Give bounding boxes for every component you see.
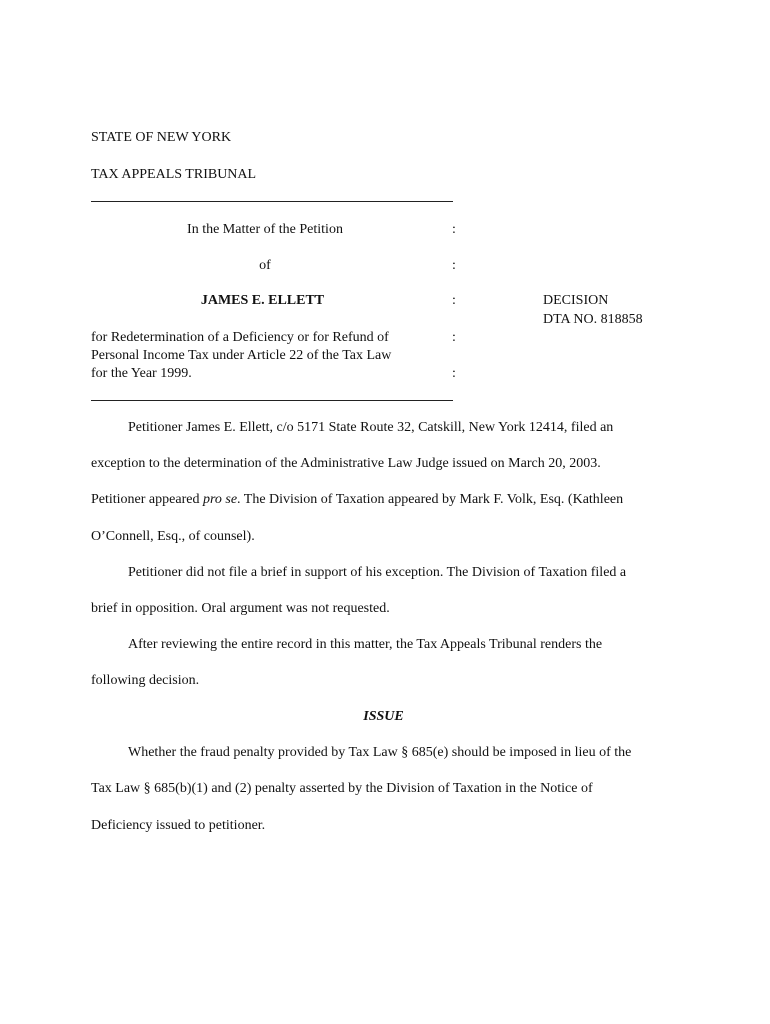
caption-colon: : <box>452 258 456 273</box>
paragraph-line <box>91 492 681 508</box>
paragraph-line: following decision. <box>91 673 200 688</box>
paragraph-line: brief in opposition. Oral argument was not requested. <box>91 601 390 616</box>
paragraph-line: Petitioner did not file a brief in support of his exception. The Division of Taxation filed a <box>128 565 627 580</box>
matter-line: In the Matter of the Petition <box>187 222 343 237</box>
paragraph-line: After reviewing the entire record in this matter, the Tax Appeals Tribunal renders the <box>128 637 603 652</box>
caption-colon: : <box>452 330 456 345</box>
purpose-line-1: for Redetermination of a Deficiency or for Refund of <box>91 330 389 345</box>
paragraph-line: Petitioner James E. Ellett, c/o 5171 State Route 32, Catskill, New York 12414, filed an <box>128 420 614 435</box>
state-heading: STATE OF NEW YORK <box>91 130 232 145</box>
caption-colon: : <box>452 366 456 381</box>
dta-number: DTA NO. 818858 <box>543 312 643 327</box>
paragraph-line: Deficiency issued to petitioner. <box>91 818 266 833</box>
petitioner-name: JAMES E. ELLETT <box>200 293 325 308</box>
caption-bottom-rule <box>91 400 453 401</box>
paragraph-line: Tax Law § 685(b)(1) and (2) penalty asserted by the Division of Taxation in the Notice of <box>91 781 593 796</box>
of-line: of <box>259 258 271 273</box>
paragraph-line: exception to the determination of the Administrative Law Judge issued on March 20, 2003. <box>91 456 601 471</box>
issue-heading: ISSUE <box>363 709 404 724</box>
caption-colon: : <box>452 222 456 237</box>
purpose-line-3: for the Year 1999. <box>91 366 192 381</box>
purpose-line-2: Personal Income Tax under Article 22 of the Tax Law <box>91 348 392 363</box>
tribunal-heading: TAX APPEALS TRIBUNAL <box>91 167 257 182</box>
paragraph-line: O’Connell, Esq., of counsel). <box>91 529 255 544</box>
decision-label: DECISION <box>543 293 609 308</box>
paragraph-line: Whether the fraud penalty provided by Tax Law § 685(e) should be imposed in lieu of the <box>128 745 632 760</box>
text-run: . The Division of Taxation appeared by Mark F. Volk, Esq. (Kathleen <box>237 492 624 507</box>
text-run: Petitioner appeared <box>91 492 203 507</box>
caption-top-rule <box>91 201 453 202</box>
caption-colon: : <box>452 293 456 308</box>
pro-se-italic: pro se <box>202 492 238 507</box>
